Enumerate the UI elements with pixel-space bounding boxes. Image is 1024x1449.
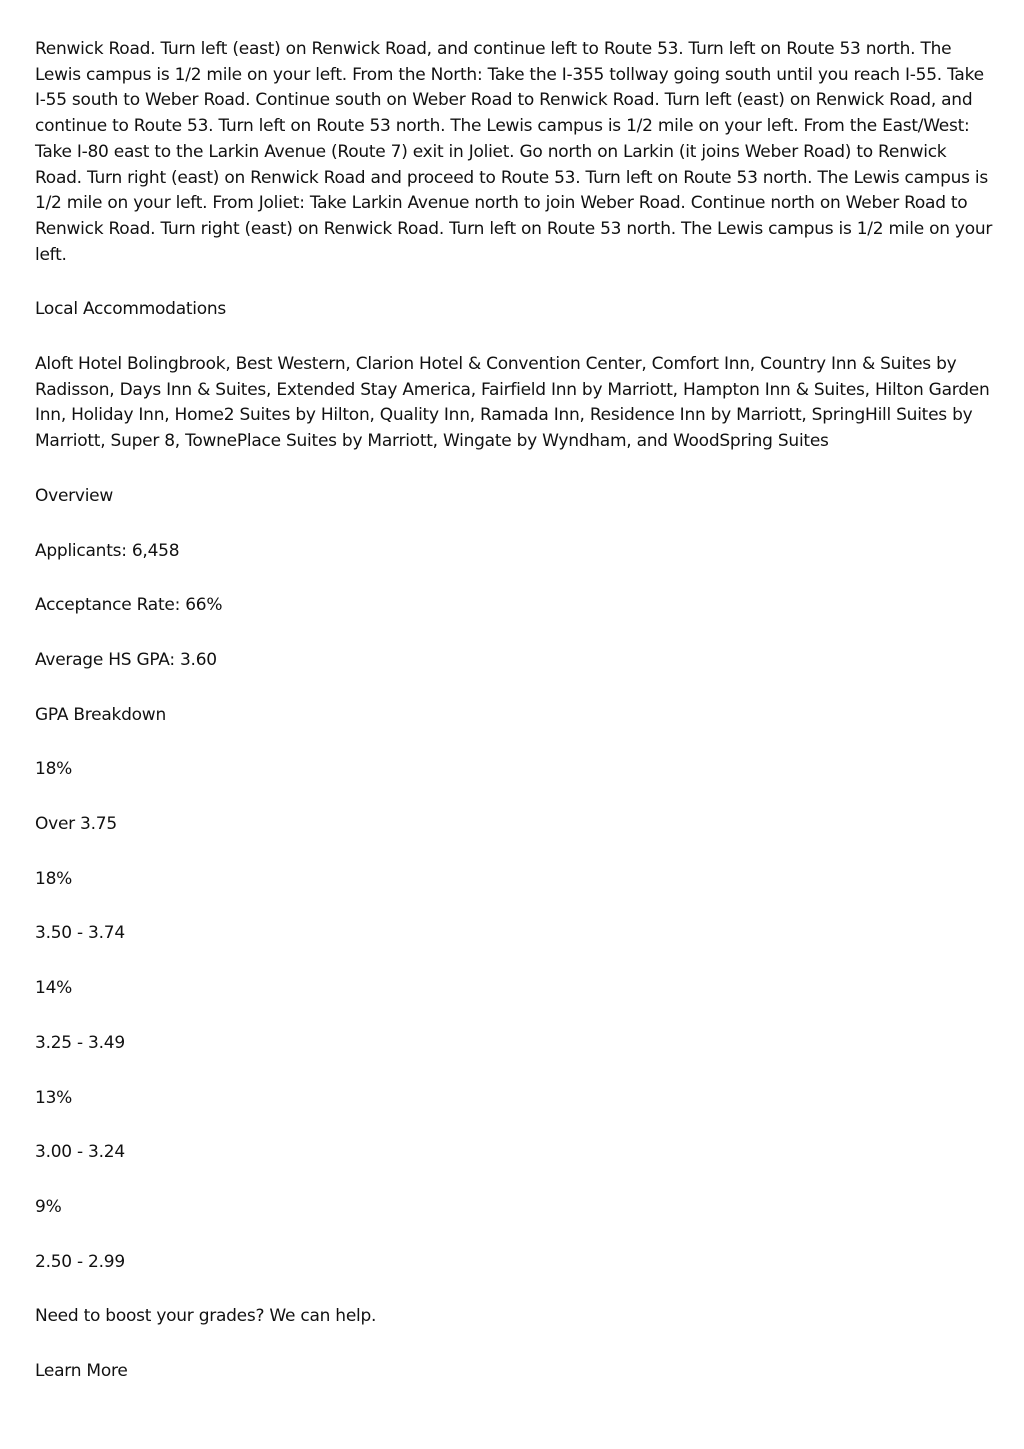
accommodations-list: Aloft Hotel Bolingbrook, Best Western, Clarion Hotel & Convention Center, Comfort Inn, Country Inn & Suites by Radisson, Days Inn & Suites, Extended Stay America, Fairfield Inn by Marriott, Hampton Inn & Suites, Hilton Garden Inn, Holiday Inn, Home2 Suites by Hilton, Quality Inn, Ramada Inn, Residence Inn by Marriott, SpringHill Suites by Marriott, Super 8, TownePlace Suites by Marriott, Wingate by Wyndham, and WoodSpring Suites: [35, 354, 990, 452]
gpa-range: Over 3.75: [35, 814, 117, 835]
gpa-percent: 9%: [35, 1196, 62, 1217]
gpa-range: 3.50 - 3.74: [35, 923, 125, 944]
average-gpa-stat: Average HS GPA: 3.60: [35, 649, 217, 670]
gpa-percent: 14%: [35, 978, 73, 999]
gpa-range: 3.25 - 3.49: [35, 1032, 125, 1053]
gpa-breakdown-heading: GPA Breakdown: [35, 704, 166, 725]
gpa-percent: 18%: [35, 868, 73, 889]
gpa-range: 2.50 - 2.99: [35, 1251, 125, 1272]
acceptance-rate-stat: Acceptance Rate: 66%: [35, 595, 223, 616]
gpa-percent: 18%: [35, 759, 73, 780]
document-page: [35, 37, 995, 1385]
gpa-range: 3.00 - 3.24: [35, 1142, 125, 1163]
gpa-percent: 13%: [35, 1087, 73, 1108]
directions-paragraph: Renwick Road. Turn left (east) on Renwick Road, and continue left to Route 53. Turn left on Route 53 north. The Lewis campus is 1/2 mile on your left. From the North: Take the I-355 tollway going south until you reach I-55. Take I-55 south to Weber Road. Continue south on Weber Road to Renwick Road. Turn left (east) on Renwick Road, and continue to Route 53. Turn left on Route 53 north. The Lewis campus is 1/2 mile on your left. From the East/West: Take I-80 east to the Larkin Avenue (Route 7) exit in Joliet. Go north on Larkin (it joins Weber Road) to Renwick Road. Turn right (east) on Renwick Road and proceed to Route 53. Turn left on Route 53 north. The Lewis campus is 1/2 mile on your left. From Joliet: Take Larkin Avenue north to join Weber Road. Continue north on Weber Road to Renwick Road. Turn right (east) on Renwick Road. Turn left on Route 53 north. The Lewis campus is 1/2 mile on your left.: [35, 39, 993, 265]
overview-heading: Overview: [35, 485, 114, 506]
learn-more-link[interactable]: Learn More: [35, 1361, 128, 1382]
accommodations-heading: Local Accommodations: [35, 299, 227, 320]
applicants-stat: Applicants: 6,458: [35, 540, 180, 561]
promo-text: Need to boost your grades? We can help.: [35, 1306, 377, 1327]
